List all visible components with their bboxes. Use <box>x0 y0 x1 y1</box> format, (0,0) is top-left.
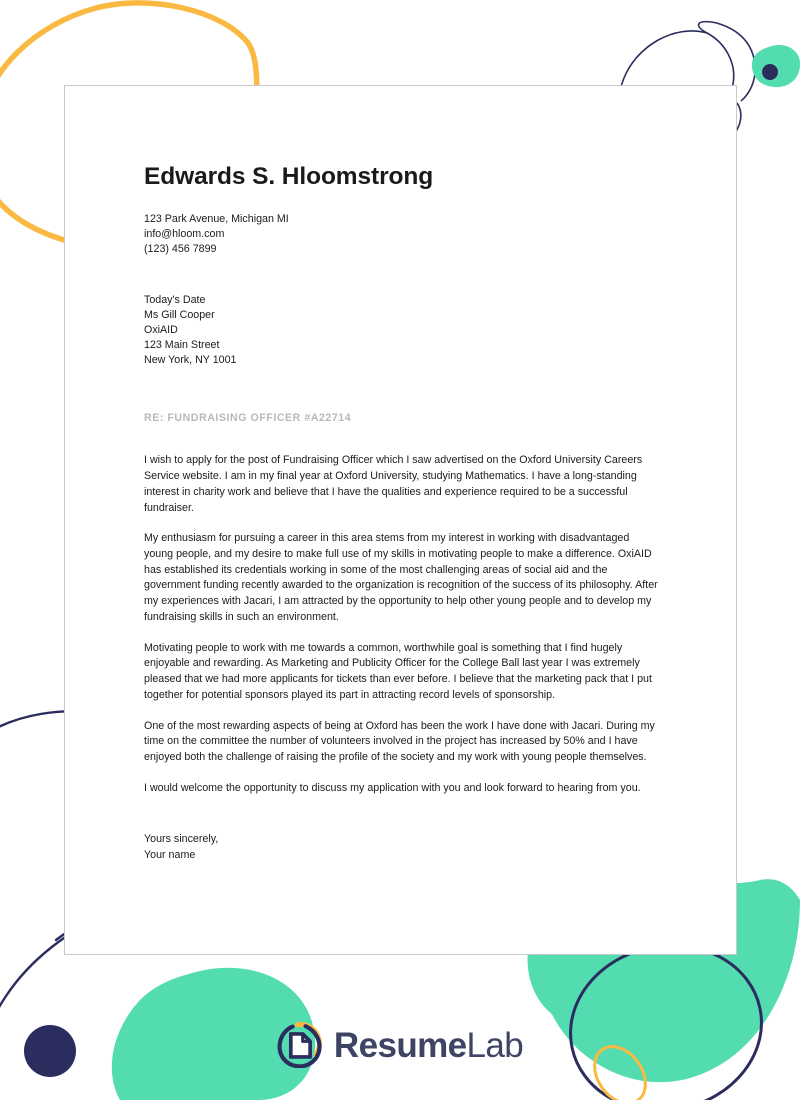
letter-paragraph: My enthusiasm for pursuing a career in this area stems from my interest in working with disadvantaged young people, and my desire to make full use of my skills in motivating people to make a difference. OxiAID has established its credentials working in some of the most challenging areas of social aid and the government funding recently awarded to the organization is recognition of the success of its philosophy. After my experiences with Jacari, I am attracted by the opportunity to help other young people and to develop my fundraising skills in such an environment. <box>144 532 658 623</box>
letter-paragraph: I would welcome the opportunity to discuss my application with you and look forward to hearing from you. <box>144 781 641 794</box>
navy-dot-top-right <box>762 64 778 80</box>
letter-paragraph: Motivating people to work with me towards a common, worthwhile goal is something that I find hugely enjoyable and rewarding. As Marketing and Publicity Officer for the College Ball last year I was extremely pleased that we had more applicants for tickets than ever before. I believe that the marketing pack that I put together for potential sponsors played its part in attracting record levels of sponsorship. <box>144 641 652 701</box>
closing-block <box>144 832 659 862</box>
sender-email: info@hloom.com <box>144 228 225 241</box>
letter-body <box>144 453 659 796</box>
recipient-company: OxiAID <box>144 323 178 336</box>
brand-name-strong: Resume <box>333 1025 467 1065</box>
resumelab-document-circle-icon <box>277 1022 323 1068</box>
sender-address: 123 Park Avenue, Michigan MI <box>144 212 289 225</box>
brand-name-light: Lab <box>466 1025 524 1065</box>
recipient-name: Ms Gill Cooper <box>144 308 215 321</box>
recipient-city-state-zip: New York, NY 1001 <box>144 354 237 367</box>
letter-paragraph: I wish to apply for the post of Fundraising Officer which I saw advertised on the Oxford University Careers Service website. I am in my final year at Oxford University, studying Mathematics. I have a long-standing interest in charity work and believe that I have the qualities and experience required to be a successful fundraiser. <box>144 454 643 514</box>
signature-name: Your name <box>144 848 196 861</box>
letter-date: Today's Date <box>144 293 206 306</box>
letter-content <box>144 164 659 863</box>
green-blob-top-right <box>752 45 800 87</box>
recipient-block <box>144 293 659 369</box>
brand-wordmark <box>333 1025 524 1065</box>
recipient-street: 123 Main Street <box>144 339 220 352</box>
sender-contact-block <box>144 212 659 258</box>
closing-salutation: Yours sincerely, <box>144 833 219 846</box>
applicant-name: Edwards S. Hloomstrong <box>144 163 434 190</box>
brand-footer <box>0 1022 800 1068</box>
subject-line: RE: FUNDRAISING OFFICER #A22714 <box>144 412 352 425</box>
letter-paragraph: One of the most rewarding aspects of being at Oxford has been the work I have done with Jacari. During my time on the committee the number of volunteers involved in the project has increased by 50% and I have enjoyed both the challenge of raising the profile of the society and my work with young people themselves. <box>144 719 655 763</box>
sender-phone: (123) 456 7899 <box>144 243 217 256</box>
sender-header <box>144 164 659 258</box>
letter-page <box>64 85 737 955</box>
